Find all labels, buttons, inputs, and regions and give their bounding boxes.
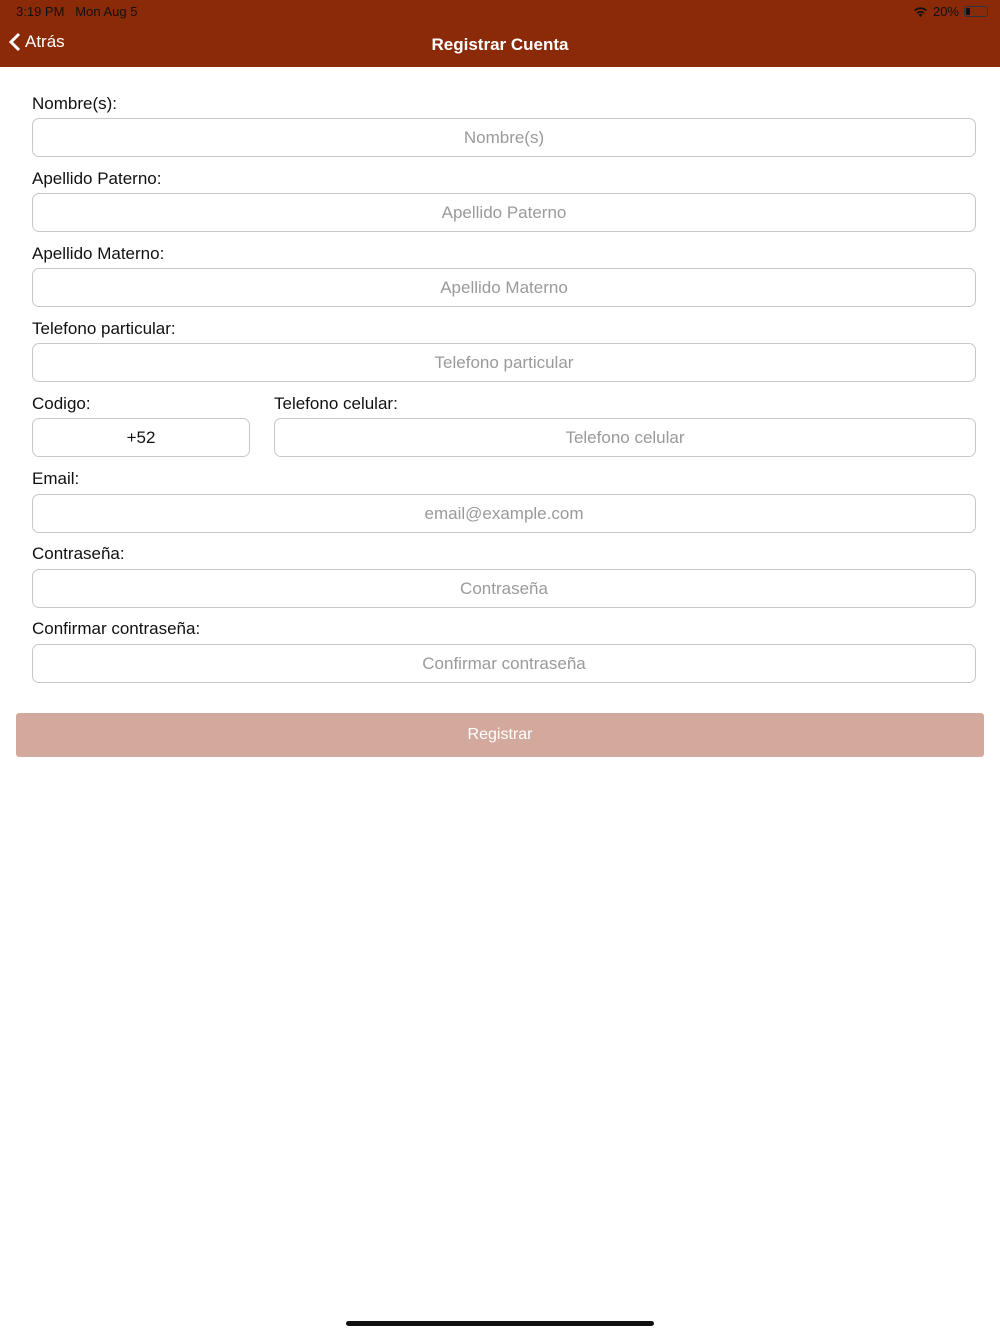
telefono-input[interactable]	[32, 343, 976, 382]
celular-label: Telefono celular:	[274, 394, 398, 413]
materno-input[interactable]	[32, 268, 976, 307]
home-indicator	[346, 1321, 654, 1326]
codigo-input[interactable]	[32, 418, 250, 457]
status-right	[913, 4, 988, 19]
battery-percent: 20%	[932, 4, 959, 19]
paterno-label: Apellido Paterno:	[32, 169, 162, 188]
paterno-input[interactable]	[32, 193, 976, 232]
nombre-input[interactable]	[32, 118, 976, 157]
back-label: Atrás	[25, 32, 65, 51]
confirm-password-label: Confirmar contraseña:	[32, 619, 201, 638]
page-title: Registrar Cuenta	[431, 35, 569, 54]
register-button[interactable]: Registrar	[16, 713, 984, 757]
nombre-label: Nombre(s):	[32, 94, 118, 113]
battery-icon	[964, 6, 988, 17]
status-time-text: 3:19 PM	[16, 4, 65, 19]
status-time	[16, 4, 137, 19]
confirm-password-input[interactable]	[32, 644, 976, 683]
password-label: Contraseña:	[32, 544, 125, 563]
email-input[interactable]	[32, 494, 976, 533]
wifi-icon	[913, 6, 928, 17]
telefono-label: Telefono particular:	[32, 319, 176, 338]
materno-label: Apellido Materno:	[32, 244, 165, 263]
email-label: Email:	[32, 469, 80, 488]
nav-bar	[0, 0, 1000, 67]
password-input[interactable]	[32, 569, 976, 608]
status-date-text: Mon Aug 5	[75, 4, 138, 19]
codigo-label: Codigo:	[32, 394, 91, 413]
battery-fill	[966, 8, 970, 15]
celular-input[interactable]	[274, 418, 976, 457]
